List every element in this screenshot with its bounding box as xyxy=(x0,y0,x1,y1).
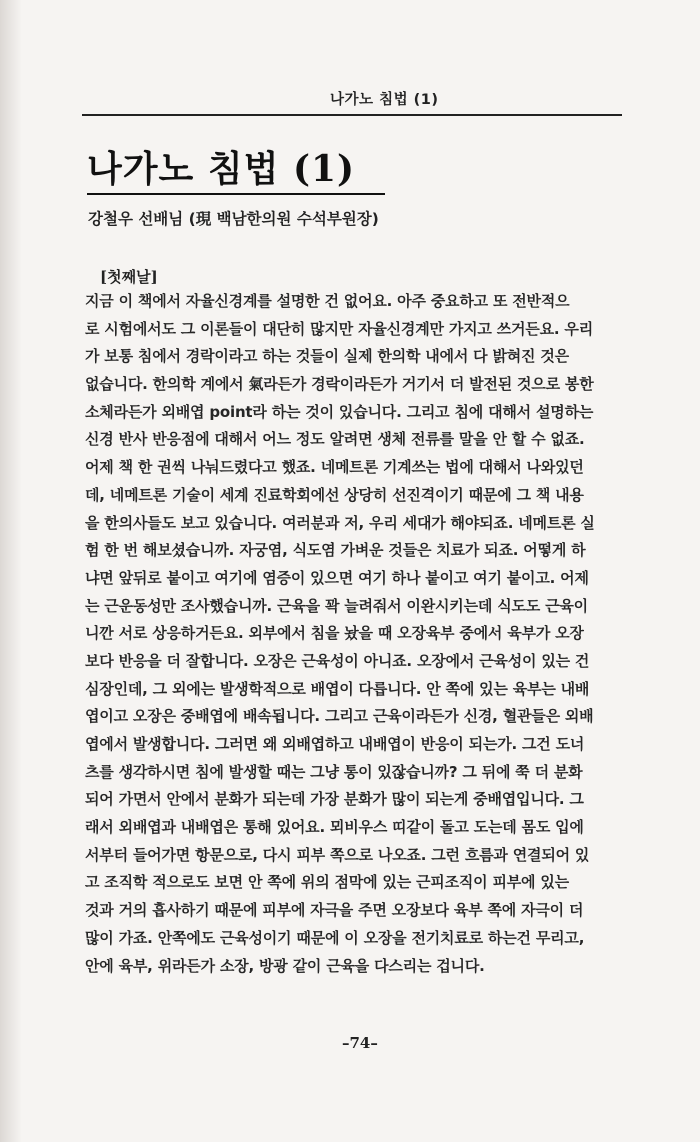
header-rule xyxy=(82,114,622,116)
body-line: 가 보통 침에서 경락이라고 하는 것들이 실제 한의학 내에서 다 밝혀진 것은 xyxy=(85,347,569,366)
body-line: 서부터 들어가면 항문으로, 다시 피부 쪽으로 나오죠. 그런 흐름과 연결되어 있 xyxy=(85,845,590,864)
body-line: 래서 외배엽과 내배엽은 통해 있어요. 뫼비우스 띠같이 돌고 도는데 몸도 입에 xyxy=(85,818,584,837)
body-line: 안에 육부, 위라든가 소장, 방광 같이 근육을 다스리는 겁니다. xyxy=(85,956,485,975)
body-line: 험 한 번 해보셨습니까. 자궁염, 식도염 가벼운 것들은 치료가 되죠. 어떻게 하 xyxy=(85,541,586,560)
body-line: 냐면 앞뒤로 붙이고 여기에 염증이 있으면 여기 하나 붙이고 여기 붙이고. 어제 xyxy=(85,568,589,587)
body-line: 고 조직학 적으로도 보면 안 쪽에 위의 점막에 있는 근피조직이 피부에 있는 xyxy=(85,873,569,892)
author-line: 강철우 선배님 (現 백남한의원 수석부원장) xyxy=(88,210,379,228)
body-line: 데, 네메트론 기술이 세계 진료학회에선 상당히 선진격이기 때문에 그 책 내용 xyxy=(85,485,584,504)
page-number: –74– xyxy=(342,1034,378,1052)
body-line: 는 근운동성만 조사했습니까. 근육을 꽉 늘려줘서 이완시키는데 식도도 근육이 xyxy=(85,596,588,615)
body-text xyxy=(85,288,655,980)
body-line: 어제 책 한 권씩 나눠드렸다고 했죠. 네메트론 기계쓰는 법에 대해서 나와있던 xyxy=(85,458,584,477)
body-line: 많이 가죠. 안쪽에도 근육성이기 때문에 이 오장을 전기치료로 하는건 무리고, xyxy=(85,928,585,947)
body-line: 신경 반사 반응점에 대해서 어느 정도 알려면 생체 전류를 말을 안 할 수 없죠. xyxy=(85,430,585,449)
title-underline xyxy=(87,193,385,195)
body-line: 엽에서 발생합니다. 그러면 왜 외배엽하고 내배엽이 반응이 되는가. 그건 도너 xyxy=(85,735,585,753)
page-edge-shadow xyxy=(0,0,22,1142)
body-line: 츠를 생각하시면 침에 발생할 때는 그냥 통이 있잖습니까? 그 뒤에 쭉 더 분화 xyxy=(85,762,583,781)
body-line: 것과 거의 흡사하기 때문에 피부에 자극을 주면 오장보다 육부 쪽에 자극이 더 xyxy=(85,901,584,920)
body-line: 소체라든가 외배엽 point라 하는 것이 있습니다. 그리고 침에 대해서 설명하는 xyxy=(85,402,594,421)
body-line: 없습니다. 한의학 계에서 氣라든가 경락이라든가 거기서 더 발전된 것으로 봉한 xyxy=(85,375,594,394)
body-line: 을 한의사들도 보고 있습니다. 여러분과 저, 우리 세대가 해야되죠. 네메트론 실 xyxy=(85,513,595,532)
body-line: 보다 반응을 더 잘합니다. 오장은 근육성이 아니죠. 오장에서 근육성이 있는 건 xyxy=(85,651,590,670)
body-line: 엽이고 오장은 중배엽에 배속됩니다. 그리고 근육이라든가 신경, 혈관들은 외배 xyxy=(85,707,594,726)
body-line: 로 시험에서도 그 이론들이 대단히 많지만 자율신경계만 가지고 쓰거든요. 우리 xyxy=(85,319,593,338)
body-line: 되어 가면서 안에서 분화가 되는데 가장 분화가 많이 되는게 중배엽입니다. 그 xyxy=(85,790,584,809)
running-header: 나가노 침법 (1) xyxy=(330,92,439,108)
body-line: 지금 이 책에서 자율신경계를 설명한 건 없어요. 아주 중요하고 또 전반적으 xyxy=(85,292,570,310)
section-heading: [첫째날] xyxy=(100,268,158,286)
body-line: 니깐 서로 상응하거든요. 외부에서 침을 놨을 때 오장육부 중에서 육부가 오장 xyxy=(85,624,584,643)
chapter-title: 나가노 침법 (1) xyxy=(87,148,356,190)
body-line: 심장인데, 그 외에는 발생학적으로 배엽이 다릅니다. 안 쪽에 있는 육부는 내배 xyxy=(85,679,590,698)
